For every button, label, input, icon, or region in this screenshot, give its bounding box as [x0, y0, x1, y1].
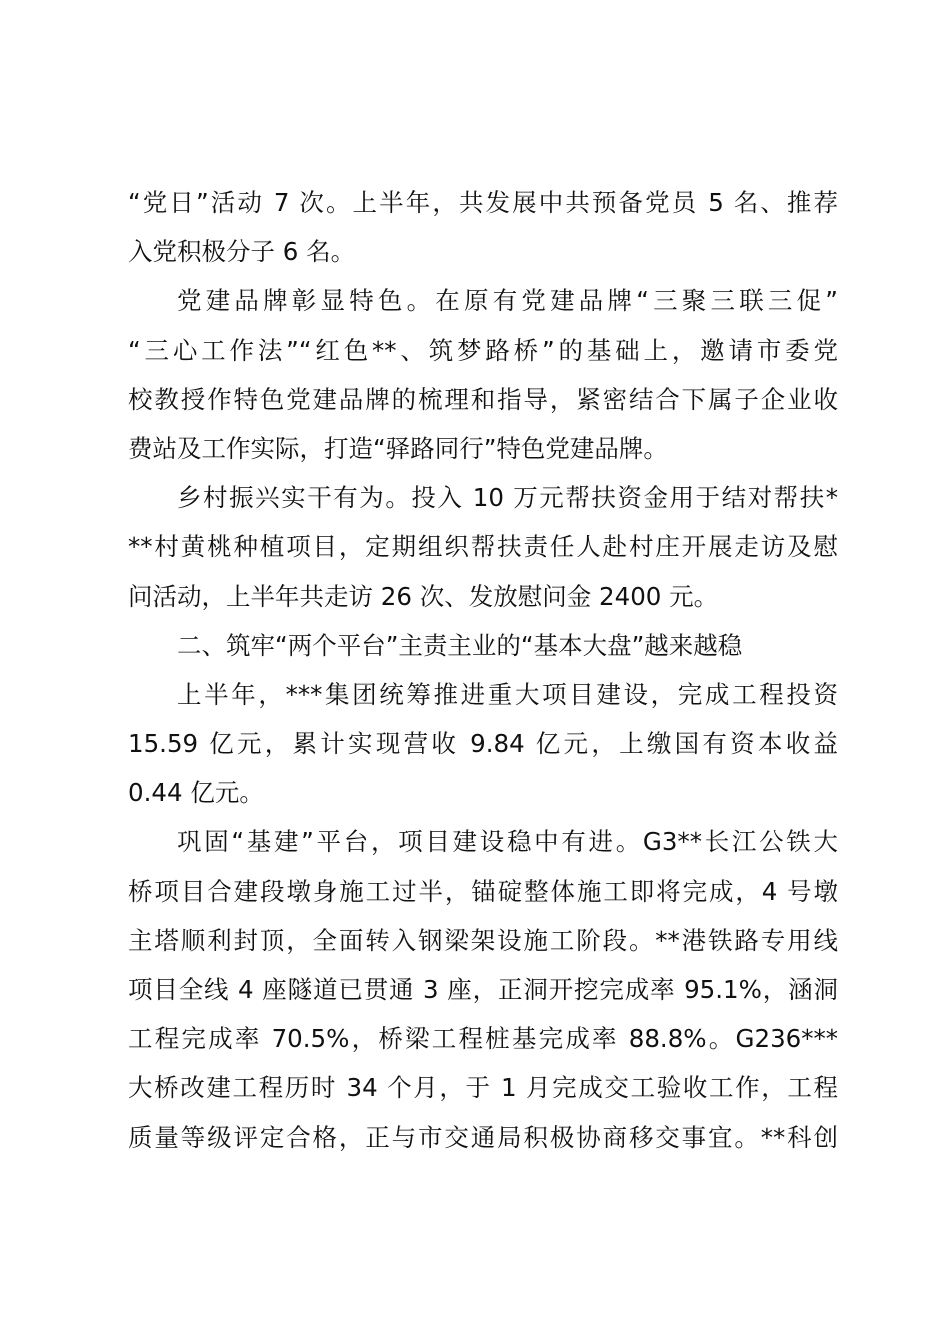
- text-line: 项目全线 4 座隧道已贯通 3 座，正洞开挖完成率 95.1%，涵洞: [128, 975, 838, 1004]
- text-line: “党日”活动 7 次。上半年，共发展中共预备党员 5 名、推荐: [128, 188, 838, 217]
- paragraph-heading-line: 党建品牌彰显特色。在原有党建品牌“三聚三联三促”: [177, 286, 838, 316]
- text-line: 费站及工作实际，打造“驿路同行”特色党建品牌。: [128, 433, 668, 463]
- text-line: 校教授作特色党建品牌的梳理和指导，紧密结合下属子企业收: [128, 384, 838, 414]
- text-line: 问活动，上半年共走访 26 次、发放慰问金 2400 元。: [128, 581, 719, 611]
- text-line: 质量等级评定合格，正与市交通局积极协商移交事宜。**科创: [128, 1122, 838, 1152]
- text-line: “三心工作法”“红色**、筑梦路桥”的基础上，邀请市委党: [128, 335, 838, 365]
- text-line: 0.44 亿元。: [128, 778, 264, 808]
- text-line: 桥项目合建段墩身施工过半，锚碇整体施工即将完成，4 号墩: [128, 876, 838, 906]
- paragraph-heading-line: 乡村振兴实干有为。投入 10 万元帮扶资金用于结对帮扶*: [177, 483, 838, 513]
- text-line: 上半年，***集团统筹推进重大项目建设，完成工程投资: [177, 679, 838, 709]
- body-text: [128, 178, 838, 1162]
- text-line: 主塔顺利封顶，全面转入钢梁架设施工阶段。**港铁路专用线: [128, 925, 838, 955]
- text-line: 大桥改建工程历时 34 个月，于 1 月完成交工验收工作，工程: [128, 1073, 838, 1103]
- text-line: 入党积极分子 6 名。: [128, 237, 356, 267]
- paragraph-heading-line: 巩固“基建”平台，项目建设稳中有进。G3**长江公铁大: [177, 827, 838, 857]
- text-line: **村黄桃种植项目，定期组织帮扶责任人赴村庄开展走访及慰: [128, 532, 838, 562]
- text-line: 工程完成率 70.5%，桥梁工程桩基完成率 88.8%。G236***: [128, 1024, 838, 1054]
- section-heading: 二、筑牢“两个平台”主责主业的“基本大盘”越来越稳: [177, 630, 743, 660]
- text-line: 15.59 亿元，累计实现营收 9.84 亿元，上缴国有资本收益: [128, 729, 838, 759]
